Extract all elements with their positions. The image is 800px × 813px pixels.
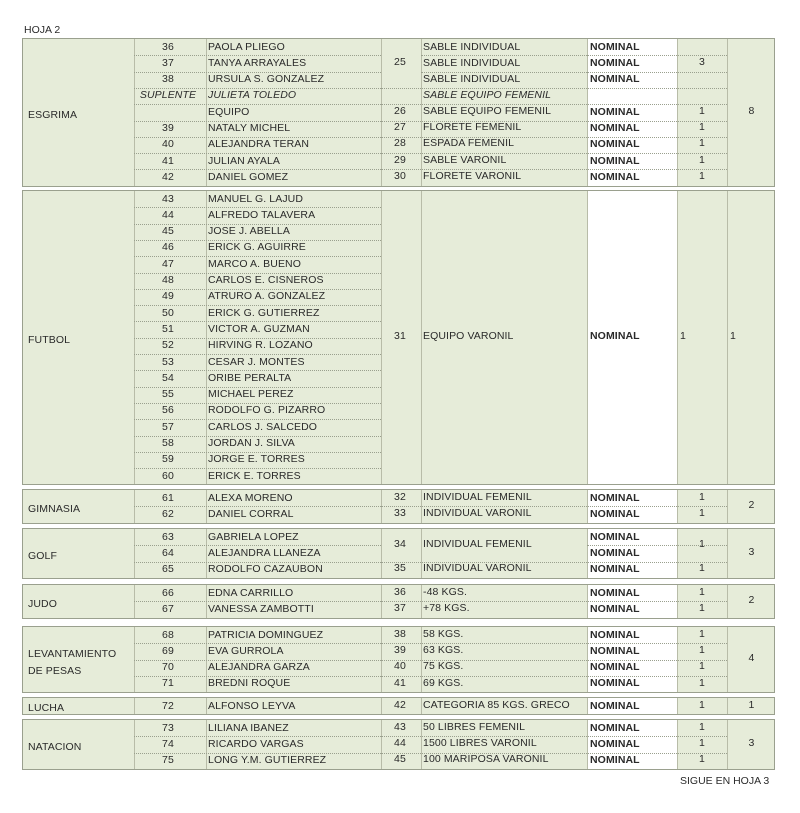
- row-divider: [134, 601, 381, 602]
- athlete-number: 42: [162, 171, 174, 183]
- athlete-name: CESAR J. MONTES: [208, 356, 305, 368]
- nominal-label: NOMINAL: [590, 722, 640, 734]
- row-divider: [134, 72, 381, 73]
- row-divider: [421, 55, 587, 56]
- athlete-number: 46: [162, 242, 174, 254]
- sport-block: [22, 626, 775, 693]
- row-divider: [134, 403, 381, 404]
- row-divider: [134, 506, 381, 507]
- athlete-name: CARLOS E. CISNEROS: [208, 275, 324, 286]
- event-label: FLORETE FEMENIL: [423, 122, 522, 134]
- athlete-name: CARLOS J. SALCEDO: [208, 421, 318, 433]
- event-label: 75 KGS.: [423, 661, 464, 673]
- athlete-name: EQUIPO: [208, 106, 250, 118]
- event-quantity: 1: [699, 754, 705, 766]
- athlete-number: 55: [162, 389, 174, 401]
- event-quantity: 1: [699, 563, 705, 575]
- event-quantity: 1: [699, 154, 705, 166]
- sport-name: FUTBOL: [28, 333, 71, 346]
- row-divider: [134, 419, 381, 420]
- event-quantity: 1: [699, 737, 705, 749]
- row-divider: [134, 273, 381, 274]
- nominal-label: NOMINAL: [590, 74, 640, 86]
- row-divider: [134, 240, 381, 241]
- athlete-number: 59: [162, 454, 174, 466]
- nominal-label: NOMINAL: [590, 531, 640, 543]
- nominal-label: NOMINAL: [590, 564, 640, 576]
- athlete-number: 61: [162, 492, 174, 504]
- athlete-number: 45: [162, 226, 174, 238]
- event-label: SABLE EQUIPO FEMENIL: [423, 105, 552, 117]
- event-label: INDIVIDUAL FEMENIL: [423, 491, 532, 503]
- event-quantity: 1: [699, 699, 705, 711]
- event-quantity: 1: [699, 491, 705, 503]
- continued-note: SIGUE EN HOJA 3: [680, 775, 770, 787]
- sport-total: 4: [748, 653, 755, 664]
- nominal-label: [590, 90, 674, 103]
- sport-name: ESGRIMA: [28, 108, 78, 121]
- event-code: 31: [394, 331, 406, 343]
- athlete-name: ALFONSO LEYVA: [208, 700, 296, 712]
- event-label: -48 KGS.: [423, 586, 467, 598]
- athlete-number: 41: [162, 155, 174, 167]
- event-code: 29: [394, 154, 406, 166]
- athlete-number: 72: [162, 700, 174, 712]
- sport-name: NATACION: [28, 740, 82, 753]
- column-divider: [206, 720, 207, 769]
- athlete-name: EDNA CARRILLO: [208, 587, 294, 599]
- nominal-label: NOMINAL: [590, 41, 640, 53]
- column-divider: [421, 191, 422, 484]
- athlete-number: 75: [162, 755, 174, 767]
- row-divider: [134, 305, 381, 306]
- sport-total: 2: [748, 595, 755, 606]
- column-divider: [421, 39, 422, 186]
- event-quantity: 1: [699, 586, 705, 598]
- athlete-name: PATRICIA DOMINGUEZ: [208, 629, 324, 641]
- event-code: 33: [394, 507, 406, 519]
- nominal-label: NOMINAL: [590, 508, 640, 520]
- athlete-number: 74: [162, 738, 174, 750]
- athlete-number: 36: [162, 41, 174, 53]
- event-label: EQUIPO VARONIL: [423, 331, 514, 343]
- row-divider: [134, 153, 381, 154]
- athlete-number: 64: [162, 547, 174, 559]
- athlete-name: DANIEL GOMEZ: [208, 171, 289, 183]
- sport-block: [22, 489, 775, 524]
- column-divider: [587, 529, 588, 578]
- athlete-number: 69: [162, 645, 174, 657]
- nominal-label: NOMINAL: [590, 645, 640, 657]
- athlete-name: VICTOR A. GUZMAN: [208, 323, 310, 335]
- athlete-number: 71: [162, 678, 174, 690]
- event-code: 28: [394, 138, 406, 150]
- athlete-number: 38: [162, 74, 174, 86]
- row-divider: [134, 207, 381, 208]
- athlete-name: NATALY MICHEL: [208, 123, 291, 134]
- sport-name: LEVANTAMIENTO DE PESAS: [28, 647, 117, 677]
- athlete-name: ATRURO A. GONZALEZ: [208, 291, 326, 303]
- athlete-name: PAOLA PLIEGO: [208, 41, 285, 53]
- event-quantity: 1: [699, 677, 705, 689]
- nominal-label: NOMINAL: [590, 123, 640, 134]
- sheet-label: HOJA 2: [24, 24, 61, 36]
- nominal-label: NOMINAL: [590, 678, 640, 690]
- athlete-number: 68: [162, 629, 174, 641]
- sport-total: 1: [730, 331, 736, 342]
- column-divider: [421, 529, 422, 578]
- row-divider: [134, 436, 381, 437]
- row-divider: [134, 660, 381, 661]
- athlete-number: 40: [162, 139, 174, 151]
- event-code: 40: [394, 661, 406, 673]
- nominal-label: NOMINAL: [590, 547, 640, 559]
- athlete-name: TANYA ARRAYALES: [208, 57, 307, 69]
- athlete-name: JULIETA TOLEDO: [208, 90, 297, 102]
- nominal-label: NOMINAL: [590, 57, 640, 69]
- nominal-label: NOMINAL: [590, 492, 640, 504]
- row-divider: [134, 338, 381, 339]
- column-divider: [421, 698, 422, 714]
- athlete-number: 70: [162, 662, 174, 674]
- athlete-number: 57: [162, 421, 174, 433]
- row-divider: [134, 753, 381, 754]
- row-divider: [421, 72, 587, 73]
- athlete-name: ALEJANDRA LLANEZA: [208, 547, 321, 559]
- athlete-name: ALEXA MORENO: [208, 492, 293, 504]
- sport-total: 3: [748, 547, 755, 558]
- nominal-label: NOMINAL: [590, 662, 640, 674]
- row-divider: [134, 562, 381, 563]
- athlete-number: 50: [162, 307, 174, 319]
- event-label: SABLE INDIVIDUAL: [423, 74, 521, 86]
- sport-block: [22, 528, 775, 579]
- athlete-number: 73: [162, 722, 174, 734]
- event-code: [381, 90, 419, 103]
- sport-total: 1: [748, 699, 755, 711]
- athlete-number: 60: [162, 470, 174, 482]
- event-label: SABLE INDIVIDUAL: [423, 57, 521, 69]
- row-divider: [134, 736, 381, 737]
- athlete-name: GABRIELA LOPEZ: [208, 531, 299, 543]
- athlete-name: VANESSA ZAMBOTTI: [208, 603, 314, 615]
- athlete-name: ORIBE PERALTA: [208, 372, 292, 384]
- event-label: 69 KGS.: [423, 677, 464, 689]
- sport-name: JUDO: [28, 597, 57, 610]
- column-divider: [587, 191, 588, 484]
- athlete-number: 48: [162, 275, 174, 286]
- athlete-name: ERICK G. GUTIERREZ: [208, 307, 320, 319]
- event-quantity: 1: [699, 171, 705, 183]
- athlete-name: MANUEL G. LAJUD: [208, 193, 304, 205]
- event-code: 38: [394, 628, 406, 640]
- nominal-label: NOMINAL: [590, 603, 640, 615]
- row-divider: [134, 256, 381, 257]
- athlete-number: [134, 107, 202, 120]
- athlete-name: RODOLFO G. PIZARRO: [208, 405, 326, 417]
- event-label: 1500 LIBRES VARONIL: [423, 737, 537, 749]
- column-divider: [206, 529, 207, 578]
- athlete-number: 44: [162, 209, 174, 221]
- athlete-number: SUPLENTE: [139, 90, 197, 102]
- event-quantity: 3: [699, 56, 705, 68]
- athlete-name: LONG Y.M. GUTIERREZ: [208, 755, 327, 767]
- row-divider: [134, 224, 381, 225]
- row-divider: [134, 104, 381, 105]
- event-label: 63 KGS.: [423, 644, 464, 656]
- event-code: 26: [394, 105, 406, 117]
- athlete-number: 52: [162, 340, 174, 352]
- athlete-name: MICHAEL PEREZ: [208, 389, 294, 401]
- event-label: SABLE VARONIL: [423, 154, 507, 166]
- event-label: 50 LIBRES FEMENIL: [423, 721, 526, 733]
- row-divider: [134, 121, 381, 122]
- athlete-name: ERICK G. AGUIRRE: [208, 242, 306, 254]
- nominal-label: NOMINAL: [590, 139, 640, 151]
- row-divider: [134, 289, 381, 290]
- athlete-number: 62: [162, 508, 174, 520]
- event-quantity: 1: [699, 661, 705, 673]
- event-label: INDIVIDUAL VARONIL: [423, 563, 532, 575]
- athlete-name: BREDNI ROQUE: [208, 678, 291, 690]
- event-quantity: 1: [699, 721, 705, 733]
- athlete-number: 65: [162, 564, 174, 576]
- row-divider: [134, 55, 381, 56]
- column-divider: [206, 39, 207, 186]
- athlete-number: 56: [162, 405, 174, 417]
- athlete-name: DANIEL CORRAL: [208, 508, 294, 520]
- athlete-name: LILIANA IBAÑEZ: [208, 722, 289, 734]
- athlete-number: 47: [162, 258, 174, 270]
- row-divider: [134, 387, 381, 388]
- event-code: 43: [394, 721, 406, 733]
- athlete-name: ALFREDO TALAVERA: [208, 209, 316, 221]
- athlete-name: RODOLFO CAZAUBON: [208, 564, 323, 576]
- event-quantity: [677, 90, 727, 103]
- athlete-number: 58: [162, 438, 174, 449]
- event-quantity: 1: [699, 507, 705, 519]
- event-code: 37: [394, 602, 406, 614]
- sport-name: LUCHA: [28, 702, 65, 714]
- event-quantity: 1: [699, 138, 705, 150]
- row-divider: [134, 370, 381, 371]
- athlete-number: 67: [162, 603, 174, 615]
- athlete-name: EVA GURROLA: [208, 645, 284, 657]
- sport-block: [22, 584, 775, 619]
- nominal-label: NOMINAL: [590, 587, 640, 599]
- event-label: SABLE EQUIPO FEMENIL: [423, 89, 552, 101]
- athlete-number: 66: [162, 587, 174, 599]
- event-code: 34: [394, 538, 406, 550]
- event-label: INDIVIDUAL FEMENIL: [423, 538, 532, 550]
- sport-block: [22, 38, 775, 187]
- event-label: SABLE INDIVIDUAL: [423, 41, 521, 53]
- event-code: 44: [394, 737, 406, 749]
- row-divider: [134, 354, 381, 355]
- event-code: 30: [394, 171, 406, 183]
- event-code: 25: [394, 56, 406, 68]
- row-divider: [134, 452, 381, 453]
- athlete-name: JULIAN AYALA: [208, 155, 281, 167]
- nominal-label: NOMINAL: [590, 700, 640, 712]
- row-divider: [587, 72, 727, 73]
- event-code: 45: [394, 754, 406, 766]
- athlete-number: 51: [162, 323, 174, 335]
- sport-total: 8: [748, 106, 755, 117]
- athlete-name: ALEJANDRA TERAN: [208, 139, 310, 151]
- athlete-name: MARCO A. BUENO: [208, 258, 301, 270]
- row-divider: [134, 545, 381, 546]
- sport-name: GOLF: [28, 549, 57, 562]
- event-code: 36: [394, 586, 406, 598]
- athlete-name: RICARDO VARGAS: [208, 738, 304, 750]
- sport-block: [22, 190, 775, 485]
- row-divider: [134, 321, 381, 322]
- sport-block: [22, 697, 775, 715]
- sport-total: 3: [748, 738, 755, 749]
- athlete-number: 54: [162, 372, 174, 384]
- event-quantity: 1: [699, 602, 705, 614]
- event-label: 58 KGS.: [423, 628, 464, 640]
- column-divider: [587, 698, 588, 714]
- row-divider: [134, 169, 381, 170]
- event-quantity: 1: [699, 628, 705, 640]
- athlete-number: 53: [162, 356, 174, 368]
- column-divider: [587, 720, 588, 769]
- column-divider: [206, 698, 207, 714]
- athlete-number: 39: [162, 123, 174, 134]
- event-label: 100 MARIPOSA VARONIL: [423, 754, 549, 766]
- athlete-name: URSULA S. GONZALEZ: [208, 74, 325, 86]
- event-quantity: 1: [699, 538, 705, 550]
- sport-name: GIMNASIA: [28, 502, 81, 515]
- event-label: CATEGORIA 85 KGS. GRECO: [423, 699, 570, 711]
- athlete-number: 49: [162, 291, 174, 303]
- nominal-label: NOMINAL: [590, 331, 640, 343]
- nominal-label: NOMINAL: [590, 738, 640, 750]
- event-code: 39: [394, 644, 406, 656]
- athlete-name: JORGE E. TORRES: [208, 454, 305, 466]
- event-label: INDIVIDUAL VARONIL: [423, 507, 532, 519]
- column-divider: [421, 720, 422, 769]
- event-code: 41: [394, 677, 406, 689]
- row-divider: [134, 137, 381, 138]
- row-divider: [134, 468, 381, 469]
- athlete-name: ALEJANDRA GARZA: [208, 662, 310, 674]
- athlete-name: JOSE J. ABELLA: [208, 226, 290, 238]
- row-divider: [134, 643, 381, 644]
- athlete-name: HIRVING R. LOZANO: [208, 340, 313, 352]
- column-divider: [587, 39, 588, 186]
- event-quantity: 1: [680, 331, 686, 343]
- event-quantity: 1: [699, 122, 705, 134]
- nominal-label: NOMINAL: [590, 755, 640, 767]
- event-code: 32: [394, 491, 406, 503]
- sport-total: 2: [748, 500, 755, 511]
- event-code: 27: [394, 122, 406, 134]
- row-divider: [134, 88, 381, 89]
- event-code: 42: [394, 699, 406, 711]
- athlete-number: 43: [162, 193, 174, 205]
- event-label: +78 KGS.: [423, 602, 470, 614]
- nominal-label: NOMINAL: [590, 629, 640, 641]
- row-divider: [134, 676, 381, 677]
- event-quantity: 1: [699, 644, 705, 656]
- event-label: FLORETE VARONIL: [423, 171, 522, 183]
- athlete-name: JORDAN J. SILVA: [208, 438, 295, 449]
- event-quantity: 1: [699, 105, 705, 117]
- event-code: 35: [394, 563, 406, 575]
- nominal-label: NOMINAL: [590, 171, 640, 183]
- nominal-label: NOMINAL: [590, 106, 640, 118]
- nominal-label: NOMINAL: [590, 155, 640, 167]
- sport-block: [22, 719, 775, 770]
- athlete-name: ERICK E. TORRES: [208, 470, 301, 482]
- event-label: ESPADA FEMENIL: [423, 138, 515, 150]
- athlete-number: 37: [162, 57, 174, 69]
- athlete-number: 63: [162, 531, 174, 543]
